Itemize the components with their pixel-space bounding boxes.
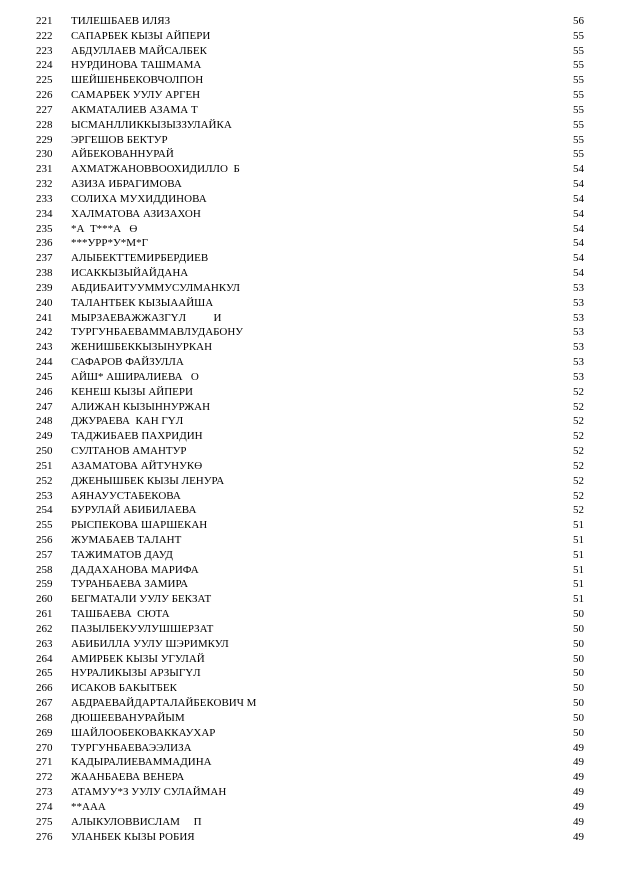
row-score: 49 (573, 815, 584, 828)
row-number: 271 (36, 756, 53, 769)
list-row (0, 103, 623, 118)
row-score: 50 (573, 711, 584, 724)
row-name: ИСАККЫЗЫЙАЙДАНА (71, 267, 189, 280)
row-score: 52 (573, 385, 584, 398)
row-score: 53 (573, 341, 584, 354)
row-name: ***УРР*У*М*Г (71, 237, 148, 250)
row-number: 231 (36, 163, 53, 176)
row-score: 50 (573, 652, 584, 665)
list-row (0, 118, 623, 133)
list-row (0, 815, 623, 830)
row-score: 51 (573, 533, 584, 546)
row-name: ШЕЙШЕНБЕКОВЧОЛПОН (71, 74, 204, 87)
row-score: 54 (573, 267, 584, 280)
row-score: 53 (573, 311, 584, 324)
ranking-list (0, 14, 623, 844)
row-name: ЖУМАБАЕВ ТАЛАНТ (71, 533, 182, 546)
row-number: 263 (36, 637, 53, 650)
row-number: 241 (36, 311, 53, 324)
list-row (0, 474, 623, 489)
row-score: 49 (573, 786, 584, 799)
row-number: 228 (36, 118, 53, 131)
list-row (0, 162, 623, 177)
row-number: 221 (36, 15, 53, 27)
row-number: 266 (36, 682, 53, 695)
row-number: 272 (36, 771, 53, 784)
row-score: 53 (573, 370, 584, 383)
row-score: 50 (573, 637, 584, 650)
row-number: 229 (36, 133, 53, 146)
row-number: 270 (36, 741, 53, 754)
row-name: ТАДЖИБАЕВ ПАХРИДИН (71, 430, 203, 443)
row-number: 227 (36, 103, 53, 116)
row-score: 54 (573, 252, 584, 265)
row-score: 54 (573, 192, 584, 205)
row-score: 54 (573, 207, 584, 220)
list-row (0, 548, 623, 563)
row-number: 256 (36, 533, 53, 546)
list-row (0, 44, 623, 59)
row-number: 250 (36, 445, 53, 458)
list-row (0, 325, 623, 340)
row-number: 264 (36, 652, 53, 665)
row-name: *А Т***А Ө (71, 222, 138, 235)
row-name: ТАЛАНТБЕК КЫЗЫААЙША (71, 296, 214, 309)
row-score: 49 (573, 800, 584, 813)
row-number: 268 (36, 711, 53, 724)
row-name: СОЛИХА МУХИДДИНОВА (71, 192, 207, 205)
row-number: 259 (36, 578, 53, 591)
list-row (0, 133, 623, 148)
list-row (0, 533, 623, 548)
row-number: 246 (36, 385, 53, 398)
row-score: 55 (573, 133, 584, 146)
row-score: 53 (573, 326, 584, 339)
row-number: 257 (36, 548, 53, 561)
list-row (0, 563, 623, 578)
row-score: 52 (573, 504, 584, 517)
row-name: ТИЛЕШБАЕВ ИЛЯЗ (71, 15, 171, 27)
list-row (0, 726, 623, 741)
list-row (0, 681, 623, 696)
row-number: 248 (36, 415, 53, 428)
list-row (0, 592, 623, 607)
list-row (0, 489, 623, 504)
row-score: 52 (573, 415, 584, 428)
row-name: АЗАМАТОВА АЙТУНУКӨ (71, 459, 203, 472)
row-score: 52 (573, 459, 584, 472)
row-score: 49 (573, 830, 584, 843)
list-row (0, 296, 623, 311)
row-number: 230 (36, 148, 53, 161)
list-row (0, 711, 623, 726)
list-row (0, 444, 623, 459)
row-name: АЛЫБЕКТТЕМИРБЕРДИЕВ (71, 252, 209, 265)
list-row (0, 192, 623, 207)
row-score: 50 (573, 682, 584, 695)
row-name: БЕГМАТАЛИ УУЛУ БЕКЗАТ (71, 593, 212, 606)
list-row (0, 147, 623, 162)
row-score: 52 (573, 445, 584, 458)
row-name: ПАЗЫЛБЕКУУЛУШШЕРЗАТ (71, 622, 214, 635)
row-name: ШАЙЛООБЕКОВАККАУХАР (71, 726, 216, 739)
row-name: АХМАТЖАНОВВООХИДИЛЛО Б (71, 163, 240, 176)
list-row (0, 88, 623, 103)
list-row (0, 830, 623, 845)
row-number: 243 (36, 341, 53, 354)
row-number: 225 (36, 74, 53, 87)
row-number: 234 (36, 207, 53, 220)
row-name: АЛИЖАН КЫЗЫННУРЖАН (71, 400, 211, 413)
row-number: 258 (36, 563, 53, 576)
row-number: 269 (36, 726, 53, 739)
row-number: 254 (36, 504, 53, 517)
row-score: 55 (573, 74, 584, 87)
row-number: 273 (36, 786, 53, 799)
row-number: 238 (36, 267, 53, 280)
row-number: 249 (36, 430, 53, 443)
list-row (0, 385, 623, 400)
row-number: 252 (36, 474, 53, 487)
row-name: СУЛТАНОВ АМАНТУР (71, 445, 187, 458)
row-name: АЙБЕКОВАННУРАЙ (71, 148, 174, 161)
row-score: 53 (573, 296, 584, 309)
list-row (0, 177, 623, 192)
row-number: 253 (36, 489, 53, 502)
row-name: ИСАКОВ БАКЫТБЕК (71, 682, 177, 695)
row-number: 232 (36, 178, 53, 191)
row-score: 54 (573, 163, 584, 176)
row-name: МЫРЗАЕВАЖЖАЗГҮЛ И (71, 311, 222, 324)
row-score: 55 (573, 29, 584, 42)
list-row (0, 459, 623, 474)
list-row (0, 696, 623, 711)
row-number: 233 (36, 192, 53, 205)
list-row (0, 251, 623, 266)
row-score: 52 (573, 400, 584, 413)
row-number: 244 (36, 356, 53, 369)
row-number: 226 (36, 89, 53, 102)
row-name: НУРДИНОВА ТАШМАМА (71, 59, 202, 72)
row-name: АМИРБЕК КЫЗЫ УГУЛАЙ (71, 652, 205, 665)
row-name: ТАЖИМАТОВ ДАУД (71, 548, 173, 561)
row-score: 50 (573, 726, 584, 739)
row-number: 236 (36, 237, 53, 250)
row-number: 240 (36, 296, 53, 309)
list-row (0, 755, 623, 770)
list-row (0, 652, 623, 667)
row-score: 56 (573, 15, 584, 27)
row-score: 54 (573, 222, 584, 235)
row-name: ЖААНБАЕВА ВЕНЕРА (71, 771, 185, 784)
row-name: ЫСМАНЛЛИККЫЗЫЗЗУЛАЙКА (71, 118, 232, 131)
row-number: 261 (36, 608, 53, 621)
row-name: ЭРГЕШОВ БЕКТУР (71, 133, 168, 146)
row-score: 50 (573, 667, 584, 680)
list-row (0, 741, 623, 756)
list-row (0, 73, 623, 88)
row-name: АБДУЛЛАЕВ МАЙСАЛБЕК (71, 44, 207, 57)
row-score: 49 (573, 756, 584, 769)
list-row (0, 666, 623, 681)
list-row (0, 207, 623, 222)
row-name: АТАМУУ*З УУЛУ СУЛАЙМАН (71, 786, 227, 799)
list-row (0, 355, 623, 370)
row-score: 52 (573, 430, 584, 443)
list-row (0, 281, 623, 296)
row-score: 55 (573, 103, 584, 116)
row-score: 54 (573, 178, 584, 191)
list-row (0, 503, 623, 518)
list-row (0, 236, 623, 251)
row-score: 52 (573, 474, 584, 487)
row-name: БУРУЛАЙ АБИБИЛАЕВА (71, 504, 197, 517)
row-number: 274 (36, 800, 53, 813)
row-score: 49 (573, 741, 584, 754)
row-score: 51 (573, 548, 584, 561)
list-row (0, 637, 623, 652)
row-score: 55 (573, 89, 584, 102)
row-number: 223 (36, 44, 53, 57)
list-row (0, 400, 623, 415)
row-score: 53 (573, 281, 584, 294)
row-number: 260 (36, 593, 53, 606)
row-name: ЖЕНИШБЕККЫЗЫНУРКАН (71, 341, 213, 354)
row-name: АБДРАЕВАЙДАРТАЛАЙБЕКОВИЧ М (71, 697, 257, 710)
row-name: УЛАНБЕК КЫЗЫ РОБИЯ (71, 830, 195, 843)
row-name: САФАРОВ ФАЙЗУЛЛА (71, 356, 184, 369)
row-name: АБИБИЛЛА УУЛУ ШЭРИМКУЛ (71, 637, 229, 650)
row-name: САМАРБЕК УУЛУ АРГЕН (71, 89, 201, 102)
row-score: 50 (573, 697, 584, 710)
row-name: КАДЫРАЛИЕВАММАДИНА (71, 756, 212, 769)
row-name: АЛЫКУЛОВВИСЛАМ П (71, 815, 202, 828)
row-name: ТУРГУНБАЕВАЭЭЛИЗА (71, 741, 192, 754)
row-score: 51 (573, 563, 584, 576)
row-score: 51 (573, 578, 584, 591)
list-row (0, 518, 623, 533)
list-row (0, 340, 623, 355)
row-name: ХАЛМАТОВА АЗИЗАХОН (71, 207, 201, 220)
list-row (0, 577, 623, 592)
row-number: 265 (36, 667, 53, 680)
row-score: 49 (573, 771, 584, 784)
row-score: 55 (573, 44, 584, 57)
row-score: 55 (573, 148, 584, 161)
row-score: 52 (573, 489, 584, 502)
row-number: 247 (36, 400, 53, 413)
list-row (0, 800, 623, 815)
list-row (0, 785, 623, 800)
row-number: 267 (36, 697, 53, 710)
row-name: САПАРБЕК КЫЗЫ АЙПЕРИ (71, 29, 211, 42)
row-name: ТУРАНБАЕВА ЗАМИРА (71, 578, 189, 591)
row-name: АЯНАУУСТАБЕКОВА (71, 489, 181, 502)
list-row (0, 14, 623, 29)
row-score: 54 (573, 237, 584, 250)
row-number: 276 (36, 830, 53, 843)
row-score: 53 (573, 356, 584, 369)
row-number: 245 (36, 370, 53, 383)
list-row (0, 311, 623, 326)
row-score: 50 (573, 608, 584, 621)
list-row (0, 58, 623, 73)
row-name: АЙШ* АШИРАЛИЕВА О (71, 370, 199, 383)
row-name: ДЖЕНЫШБЕК КЫЗЫ ЛЕНУРА (71, 474, 225, 487)
list-row (0, 222, 623, 237)
row-number: 222 (36, 29, 53, 42)
row-name: ДАДАХАНОВА МАРИФА (71, 563, 199, 576)
list-row (0, 429, 623, 444)
row-name: НУРАЛИКЫЗЫ АРЗЫГҮЛ (71, 667, 201, 680)
row-number: 255 (36, 519, 53, 532)
row-number: 224 (36, 59, 53, 72)
row-name: ТАШБАЕВА СЮТА (71, 608, 170, 621)
row-number: 237 (36, 252, 53, 265)
list-row (0, 29, 623, 44)
row-name: РЫСПЕКОВА ШАРШЕКАН (71, 519, 208, 532)
row-number: 242 (36, 326, 53, 339)
row-number: 239 (36, 281, 53, 294)
row-name: ТУРГУНБАЕВАММАВЛУДАБОНУ (71, 326, 244, 339)
row-name: КЕНЕШ КЫЗЫ АЙПЕРИ (71, 385, 193, 398)
row-score: 51 (573, 519, 584, 532)
row-name: ДЮШЕЕВАНУРАЙЫМ (71, 711, 185, 724)
row-number: 235 (36, 222, 53, 235)
row-name: АКМАТАЛИЕВ АЗАМА Т (71, 103, 198, 116)
row-number: 251 (36, 459, 53, 472)
row-score: 55 (573, 118, 584, 131)
list-row (0, 607, 623, 622)
list-row (0, 622, 623, 637)
row-name: ДЖУРАЕВА КАН ГҮЛ (71, 415, 184, 428)
list-row (0, 370, 623, 385)
row-number: 275 (36, 815, 53, 828)
row-name: **ААА (71, 800, 106, 813)
list-row (0, 266, 623, 281)
row-number: 262 (36, 622, 53, 635)
row-score: 51 (573, 593, 584, 606)
row-score: 55 (573, 59, 584, 72)
row-name: АБДИБАИТУУММУСУЛМАНКУЛ (71, 281, 240, 294)
list-row (0, 770, 623, 785)
row-score: 50 (573, 622, 584, 635)
row-name: АЗИЗА ИБРАГИМОВА (71, 178, 182, 191)
list-row (0, 414, 623, 429)
